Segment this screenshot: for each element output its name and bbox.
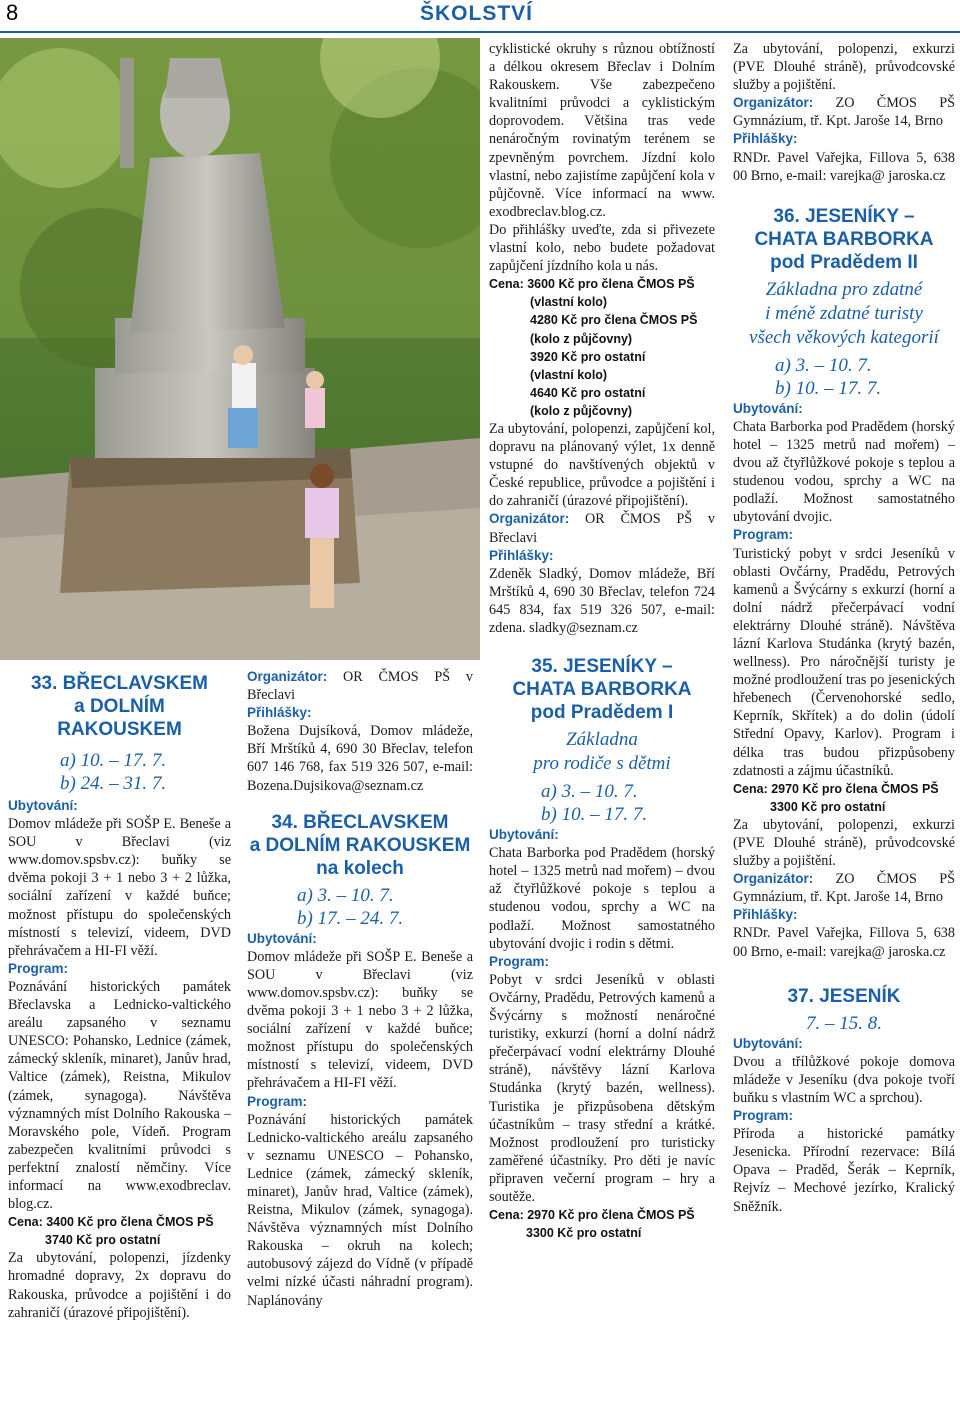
subtitle-line: pro rodiče s dětmi: [533, 753, 671, 775]
title-line: pod Pradědem II: [770, 251, 918, 273]
title-line: 33. BŘECLAVSKEM: [30, 673, 208, 694]
continued-text: cyklistické okruhy s různou obtížností a délkou okresem Břeclav i Dolním Rakouskem. Vše zabezpečeno kvalitními průvodci a cyklistickým doprovodem. Většina tras vede nenáročným rovinatým terénem se zpevněným povrchem. Jízdní kolo vlastní, nebo zajistíme zapůjčení kola v půjčovně. Více informací na www. exodbreclav.blog.cz.: [489, 41, 715, 220]
title-line: RAKOUSKEM: [57, 719, 182, 740]
title-line: na kolech: [316, 857, 404, 879]
date-line: b) 10. – 17. 7.: [541, 804, 648, 826]
price-other: 3740 Kč pro ostatní: [45, 1233, 161, 1248]
subtitle-line: i méně zdatné turisty: [765, 302, 923, 324]
trip-37-title: 37. JESENÍK: [787, 985, 901, 1007]
label-prihlasky: Přihlášky:: [733, 131, 798, 147]
note-text: Do přihlášky uveďte, zda si přivezete vlastní kolo, nebo budete požadovat zapůjčení jízdního kola u nás.: [489, 221, 715, 275]
price-line: Cena: 3600 Kč pro člena ČMOS PŠ: [489, 277, 695, 292]
label-program: Program:: [489, 953, 550, 969]
label-program: Program:: [8, 960, 69, 976]
title-line: 35. JESENÍKY –: [531, 656, 673, 678]
price-line: (kolo z půjčovny): [530, 331, 633, 346]
ubytovani-text: Domov mládeže při SOŠP E. Beneše a SOU v Břeclavi (viz www.domov.spsbv.cz): buňky se dvěma pokoji 3 + 1 nebo 3 + 2 lůžka, sociální zařízení v každé buňce; možnost přístupu do společenských místností s televizí, videem, DVD přehrávačem a HI-FI věží.: [247, 948, 473, 1092]
trip-35-title: [489, 655, 715, 724]
trip-35-subtitle: [489, 728, 715, 776]
price-line: 4280 Kč pro člena ČMOS PŠ: [530, 313, 698, 328]
label-ubytovani: Ubytování:: [733, 1035, 803, 1051]
trip-33-dates: [8, 749, 231, 795]
program-text: Poznávání historických památek Lednicko-valtického areálu zapsaného v seznamu UNESCO – Pohansko, Lednice (zámek, zámecký skleník, minaret), Janův hrad, Valtice (zámek), Reistna, Mikulov (zámek, synagoga). Návštěva významných míst Dolního Rakouska – okruh na kolech; autobusový zájezd do Vídně (v případě velmi nízké účasti náhradní program). Naplánovány: [247, 1111, 473, 1309]
trip-36-title: [733, 205, 955, 274]
label-prihlasky: Přihlášky:: [489, 547, 554, 563]
prihlasky-text: RNDr. Pavel Vařejka, Fillova 5, 638 00 Brno, e-mail: varejka@ jaroska.cz: [733, 149, 955, 184]
date-line: b) 17. – 24. 7.: [297, 907, 404, 929]
trip-36-subtitle: [733, 278, 955, 350]
trip-37-dates: 7. – 15. 8.: [806, 1012, 882, 1034]
trip-34-dates: [247, 884, 473, 930]
subtitle-line: všech věkových kategorií: [749, 326, 939, 348]
trip-36-dates: [733, 354, 955, 400]
label-ubytovani: Ubytování:: [247, 930, 317, 946]
date-line: b) 10. – 17. 7.: [775, 377, 882, 399]
header-rule: [0, 31, 960, 33]
article-34-cont-35: [489, 40, 715, 1242]
subtitle-line: Základna: [566, 729, 638, 751]
organizator-text: OR ČMOS PŠ v Břeclavi: [247, 669, 473, 704]
title-line: CHATA BARBORKA: [512, 679, 692, 701]
price-other: 3300 Kč pro ostatní: [770, 799, 886, 814]
section-header: ŠKOLSTVÍ: [420, 2, 534, 25]
page-number: 8: [6, 0, 19, 25]
label-ubytovani: Ubytování:: [8, 798, 78, 813]
price-includes: Za ubytování, polopenzi, exkurzi (PVE Dlouhé stráně), průvodcovské služby a pojištění.: [733, 816, 955, 870]
ubytovani-text: Chata Barborka pod Pradědem (horský hotel – 1325 metrů nad mořem) – dvou až čtyřlůžkové pokoje s teplou a studenou vodou, sprchy a WC na podlaží. Možnost samostatného ubytování dvojic i rodin s dětmi.: [489, 845, 715, 952]
price-includes: Za ubytování, polopenzi, zapůjčení kol, dopravu na plánovaný výlet, 1x denně vstupné do navštívených objektů v České republice, průvodce a pojištění i do zahraničí (úrazové připojištění).: [489, 420, 715, 510]
title-line: CHATA BARBORKA: [754, 228, 934, 250]
program-text: Pobyt v srdci Jeseníků v oblasti Ovčárny, Pradědu, Petrových kamenů a Švýcárny s možností nenáročné turistiky, exkurzí (horní a dolní nádrž přečerpávací vodní elektrárny Dlouhé stráně), návštěvy lázní Karlova Studánka (krytý bazén, wellness). Turistika je přizpůsobena dětským účastníkům – trasy střední a krátké. Možnost prodloužení pro turisticky zaměřené účastníky. Pro děti je navíc připraven večerní program – hry a soutěže.: [489, 971, 715, 1205]
trip-34-title: [247, 811, 473, 880]
price-line: (kolo z půjčovny): [530, 403, 633, 418]
article-34: [247, 668, 473, 1310]
title-line: 34. BŘECLAVSKEM: [271, 811, 449, 833]
date-line: a) 3. – 10. 7.: [297, 884, 394, 906]
ubytovani-text: Chata Barborka pod Pradědem (horský hotel – 1325 metrů nad mořem) – dvou až čtyřlůžkové pokoje s teplou a studenou vodou, sprchy a WC na podlaží. Možnost samostatného ubytování dvojic.: [733, 418, 955, 526]
prihlasky-text: RNDr. Pavel Vařejka, Fillova 5, 638 00 Brno, e-mail: varejka@ jaroska.cz: [733, 925, 955, 960]
article-33: [8, 672, 231, 1322]
price-includes: Za ubytování, polopenzi, jízdenky hromadné dopravy, 2x dopravu do Rakouska, průvodce a pojištění i do zahraničí (úrazové připojištění).: [8, 1250, 231, 1321]
label-ubytovani: Ubytování:: [733, 400, 803, 416]
price-line: (vlastní kolo): [530, 367, 608, 382]
label-organizator: Organizátor:: [247, 669, 328, 684]
article-35-cont-36-37: [733, 40, 955, 1216]
title-line: a DOLNÍM: [74, 696, 165, 717]
title-line: pod Pradědem I: [530, 702, 674, 724]
title-line: a DOLNÍM RAKOUSKEM: [249, 834, 471, 856]
ubytovani-text: Domov mládeže při SOŠP E. Beneše a SOU v Břeclavi (viz www.domov.spsbv.cz): buňky se dvěma pokoji 3 + 1 nebo 3 + 2 lůžka, sociální zařízení v každé buňce; možnost přístupu do společenských místností s televizí, videem, DVD přehrávačem a HI-FI věží.: [8, 816, 231, 959]
program-text: Příroda a historické památky Jesenicka. Přírodní rezervace: Bílá Opava – Praděd, Šerák – Keprník, Rejvíz – Mechové jezírko, Kralický Sněžník.: [733, 1126, 955, 1215]
date-line: a) 3. – 10. 7.: [775, 354, 872, 376]
program-text: Turistický pobyt v srdci Jeseníků v oblasti Ovčárny, Pradědu, Petrových kamenů a Švýcárny s exkurzí (horní a dolní nádrž přečerpávací vodní elektrárny Dlouhé stráně). Návštěva lázní Karlova Studánka (krytý bazén, wellness). Pro náročnější turisty je možné prodloužení tras po jesenických hřebenech (Červenohorské sedlo, Keprník, Skřítek) a do dolin (údolí Střední Opavy, Karlov). Program i délka tras budou přizpůsobeny zdatnosti a zájmu účastníků.: [733, 545, 955, 779]
label-organizator: Organizátor:: [733, 95, 814, 111]
ubytovani-text: Dvou a třílůžkové pokoje domova mládeže v Jeseníku (dva pokoje tvoří buňku s vlastním WC a sprchou).: [733, 1053, 955, 1106]
label-prihlasky: Přihlášky:: [733, 907, 798, 923]
title-line: 36. JESENÍKY –: [773, 205, 915, 227]
trip-35-dates: [489, 780, 715, 826]
continued-text: Za ubytování, polopenzi, exkurzi (PVE Dlouhé stráně), průvodcovské služby a pojištění.: [733, 41, 955, 94]
trip-33-title: [8, 672, 231, 741]
price-other: 3300 Kč pro ostatní: [526, 1226, 642, 1241]
organizator-text: OR ČMOS PŠ v Břeclavi: [489, 511, 715, 546]
date-line: a) 10. – 17. 7.: [60, 750, 167, 771]
label-organizator: Organizátor:: [733, 871, 814, 887]
organizator-text: ZO ČMOS PŠ Gymnázium, tř. Kpt. Jaroše 14, Brno: [733, 95, 955, 130]
price-line: 4640 Kč pro ostatní: [530, 385, 646, 400]
label-organizator: Organizátor:: [489, 511, 570, 527]
date-line: b) 24. – 31. 7.: [60, 773, 167, 794]
date-line: a) 3. – 10. 7.: [541, 781, 638, 803]
prihlasky-text: Zdeněk Sladký, Domov mládeže, Bří Mrštíků 4, 690 30 Břeclav, telefon 724 645 834, fax 519 326 507, e-mail: zdena. sladky@seznam.cz: [489, 565, 715, 636]
label-prihlasky: Přihlášky:: [247, 705, 312, 721]
price-line: 3920 Kč pro ostatní: [530, 349, 646, 364]
program-text: Poznávání historických památek Břeclavska a Lednicko-valtického areálu zapsaného v seznamu UNESCO: Pohansko, Lednice (zámek, zámecký skleník, minaret), Janův hrad, Valtice (zámek), Reistna, Mikulov (zámek, synagoga). Návštěva významných míst Dolního Rakouska – Moravského pole, Vídeň. Program zabezpečen kvalitními průvodci s perfektní znalostí němčiny. Více informací na www.exodbreclav. blog.cz.: [8, 978, 231, 1213]
price-line: (vlastní kolo): [530, 295, 608, 310]
organizator-text: ZO ČMOS PŠ Gymnázium, tř. Kpt. Jaroše 14, Brno: [733, 871, 955, 906]
price-member: Cena: 3400 Kč pro člena ČMOS PŠ: [8, 1215, 214, 1230]
label-program: Program:: [733, 527, 794, 543]
label-ubytovani: Ubytování:: [489, 827, 559, 843]
prihlasky-text: Božena Dujsíková, Domov mládeže, Bří Mrštíků 4, 690 30 Břeclav, telefon 607 146 768, fax 519 326 507, e-mail: Bozena.Dujsikova@seznam.cz: [247, 723, 473, 794]
label-program: Program:: [247, 1093, 308, 1109]
label-program: Program:: [733, 1108, 794, 1124]
price-member: Cena: 2970 Kč pro člena ČMOS PŠ: [733, 781, 939, 796]
price-member: Cena: 2970 Kč pro člena ČMOS PŠ: [489, 1208, 695, 1223]
article-photo: [0, 38, 480, 660]
subtitle-line: Základna pro zdatné: [765, 278, 923, 300]
photo-statue-praded: [0, 38, 480, 660]
